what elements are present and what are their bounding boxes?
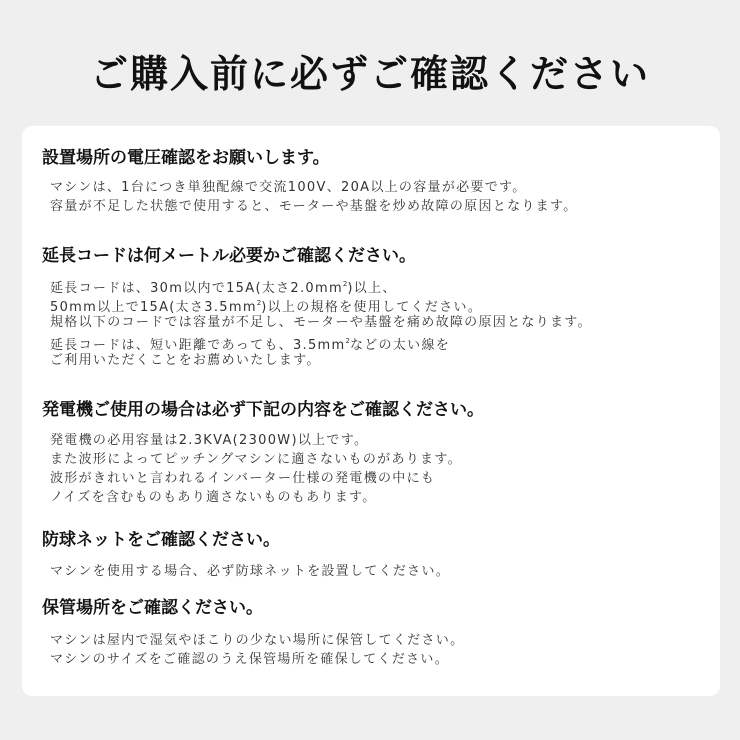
section-body bbox=[50, 631, 464, 669]
body-line: 50mm以上で15A(太さ$3.5mm^2$)以上の規格を使用してください。 bbox=[50, 299, 483, 315]
body-line: ノイズを含むものもあり適さないものもあります。 bbox=[50, 490, 377, 505]
body-line: 波形がきれいと言われるインバーター仕様の発電機の中にも bbox=[50, 471, 436, 486]
superscript: 2 bbox=[345, 337, 350, 345]
notice-card bbox=[22, 126, 720, 696]
body-line: マシンは屋内で湿気やほこりの少ない場所に保管してください。 bbox=[50, 633, 465, 648]
section-heading: 保管場所をご確認ください。 bbox=[42, 598, 263, 618]
page-title: ご購入前に必ずご確認ください bbox=[89, 52, 650, 96]
body-line: また波形によってピッチングマシンに適さないものがあります。 bbox=[50, 452, 462, 467]
body-line: 規格以下のコードでは容量が不足し、モーターや基盤を痛め故障の原因となります。 bbox=[50, 315, 592, 330]
body-line: 延長コードは、30m以内で15A(太さ$2.0mm^2$)以上、 bbox=[50, 280, 397, 296]
section-body bbox=[50, 275, 592, 370]
section-body bbox=[50, 431, 462, 507]
section-body bbox=[50, 178, 578, 216]
section-heading: 延長コードは何メートル必要かご確認ください。 bbox=[42, 246, 416, 266]
body-line: マシンを使用する場合、必ず防球ネットを設置してください。 bbox=[50, 564, 451, 579]
section-body bbox=[50, 562, 450, 581]
body-line: 容量が不足した状態で使用すると、モーターや基盤を炒め故障の原因となります。 bbox=[50, 199, 578, 214]
body-line: 延長コードは、短い距離であっても、$3.5mm^2$などの太い線を bbox=[50, 337, 451, 353]
body-line: マシンのサイズをご確認のうえ保管場所を確保してください。 bbox=[50, 652, 450, 667]
section-heading: 発電機ご使用の場合は必ず下記の内容をご確認ください。 bbox=[42, 400, 484, 420]
section-heading: 設置場所の電圧確認をお願いします。 bbox=[42, 148, 330, 168]
superscript: 2 bbox=[256, 299, 262, 307]
section-heading: 防球ネットをご確認ください。 bbox=[42, 530, 280, 550]
body-line: 発電機の必用容量は2.3KVA(2300W)以上です。 bbox=[50, 433, 369, 448]
body-line: ご利用いただくことをお薦めいたします。 bbox=[50, 353, 321, 368]
body-line: マシンは、1台につき単独配線で交流100V、20A以上の容量が必要です。 bbox=[50, 180, 527, 195]
superscript: 2 bbox=[342, 280, 348, 288]
